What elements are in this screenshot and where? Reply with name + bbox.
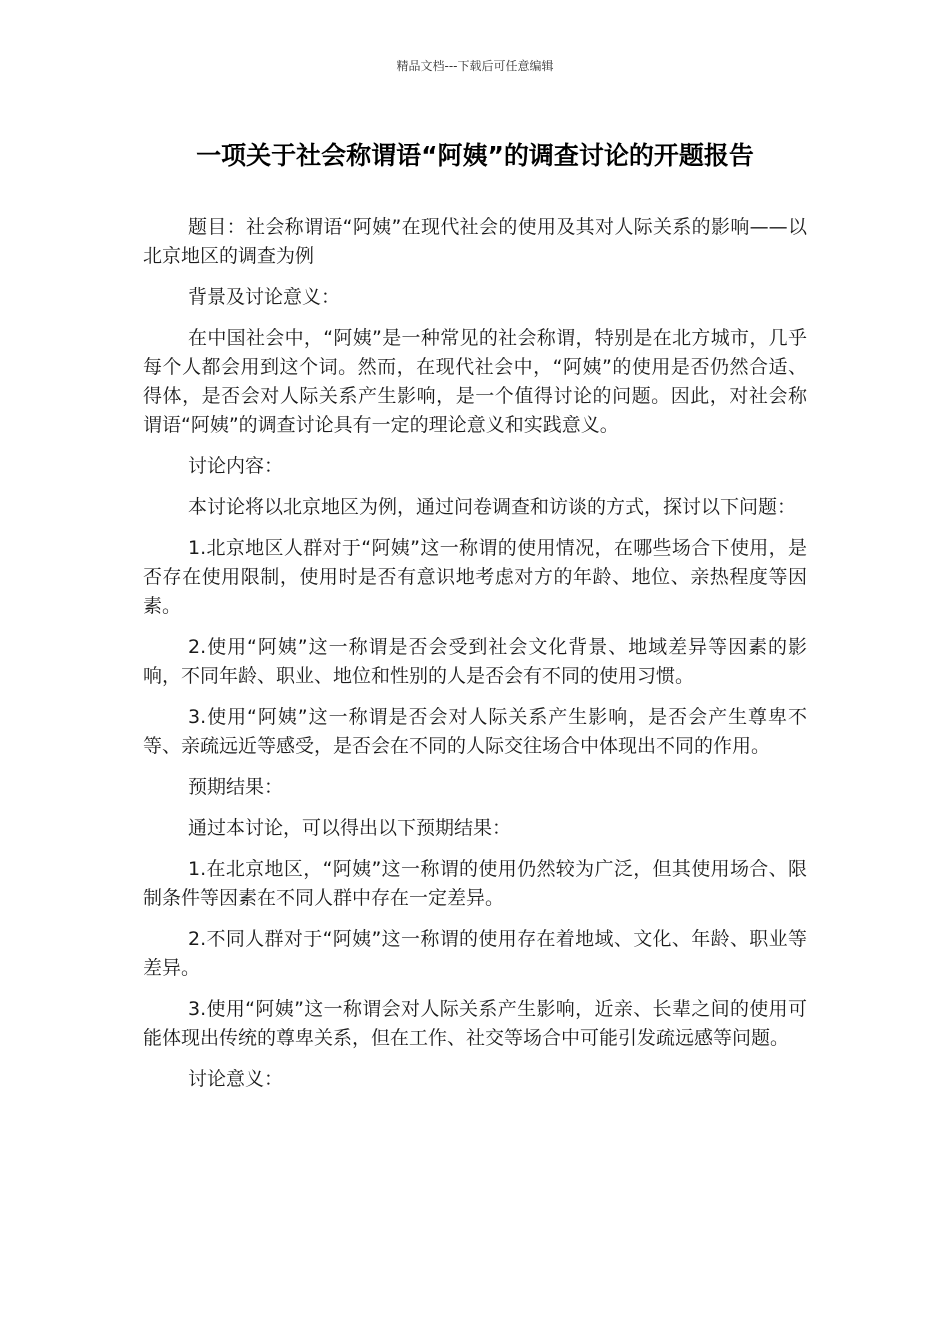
paragraph-topic: 题目：社会称谓语“阿姨”在现代社会的使用及其对人际关系的影响——以北京地区的调查为例 (143, 216, 807, 267)
heading-significance: 讨论意义： (188, 1068, 284, 1090)
paragraph-background: 在中国社会中，“阿姨”是一种常见的社会称谓，特别是在北方城市，几乎每个人都会用到这个词。然而，在现代社会中，“阿姨”的使用是否仍然合适、得体，是否会对人际关系产生影响，是一个值得讨论的问题。因此，对社会称谓语“阿姨”的调查讨论具有一定的理论意义和实践意义。 (143, 327, 807, 436)
paragraph-content-intro: 本讨论将以北京地区为例，通过问卷调查和访谈的方式，探讨以下问题： (188, 496, 797, 518)
heading-content: 讨论内容： (188, 455, 284, 477)
heading-expected-results: 预期结果： (188, 776, 284, 798)
heading-background: 背景及讨论意义： (188, 286, 341, 308)
list-item-content-3: 3.使用“阿姨”这一称谓是否会对人际关系产生影响，是否会产生尊卑不等、亲疏远近等感受，是否会在不同的人际交往场合中体现出不同的作用。 (143, 706, 807, 757)
list-item-result-2: 2.不同人群对于“阿姨”这一称谓的使用存在着地域、文化、年龄、职业等差异。 (143, 928, 807, 979)
list-item-content-1: 1.北京地区人群对于“阿姨”这一称谓的使用情况，在哪些场合下使用，是否存在使用限制，使用时是否有意识地考虑对方的年龄、地位、亲热程度等因素。 (143, 537, 807, 617)
header-note: 精品文档---下载后可任意编辑 (396, 59, 554, 73)
document-body (143, 213, 807, 1106)
document-title: 一项关于社会称谓语“阿姨”的调查讨论的开题报告 (196, 141, 754, 170)
list-item-result-1: 1.在北京地区，“阿姨”这一称谓的使用仍然较为广泛，但其使用场合、限制条件等因素在不同人群中存在一定差异。 (143, 858, 807, 909)
list-item-result-3: 3.使用“阿姨”这一称谓会对人际关系产生影响，近亲、长辈之间的使用可能体现出传统的尊卑关系，但在工作、社交等场合中可能引发疏远感等问题。 (143, 998, 807, 1049)
paragraph-results-intro: 通过本讨论，可以得出以下预期结果： (188, 817, 512, 839)
list-item-content-2: 2.使用“阿姨”这一称谓是否会受到社会文化背景、地域差异等因素的影响，不同年龄、职业、地位和性别的人是否会有不同的使用习惯。 (143, 636, 807, 687)
